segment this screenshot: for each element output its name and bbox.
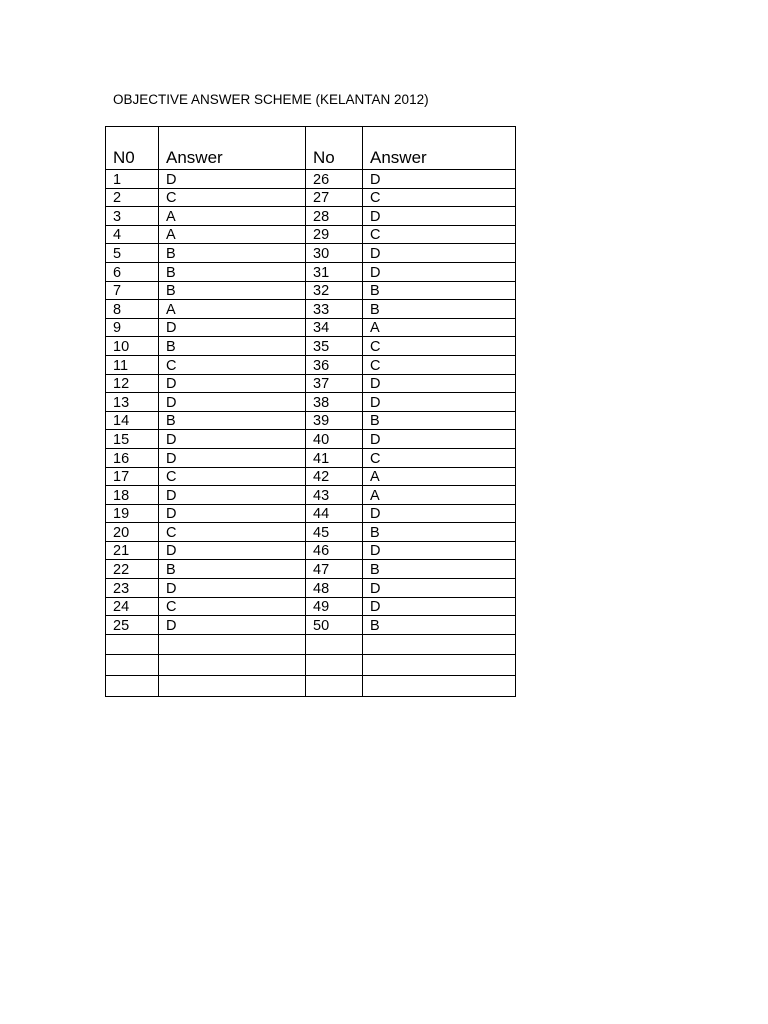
answer-left: D bbox=[159, 318, 306, 337]
question-number-right: 42 bbox=[306, 467, 363, 486]
table-row bbox=[106, 300, 516, 319]
answer-left: C bbox=[159, 523, 306, 542]
question-number-left: 24 bbox=[106, 597, 159, 616]
question-number-left: 8 bbox=[106, 300, 159, 319]
question-number-left: 7 bbox=[106, 281, 159, 300]
empty-cell bbox=[306, 655, 363, 676]
answer-right: C bbox=[363, 188, 516, 207]
answer-right: D bbox=[363, 244, 516, 263]
question-number-left: 18 bbox=[106, 486, 159, 505]
answer-left: B bbox=[159, 411, 306, 430]
table-row bbox=[106, 207, 516, 226]
question-number-right: 33 bbox=[306, 300, 363, 319]
table-row bbox=[106, 244, 516, 263]
empty-cell bbox=[306, 634, 363, 655]
question-number-right: 37 bbox=[306, 374, 363, 393]
question-number-right: 45 bbox=[306, 523, 363, 542]
answer-right: D bbox=[363, 430, 516, 449]
answer-right: B bbox=[363, 616, 516, 635]
question-number-right: 48 bbox=[306, 579, 363, 598]
answer-left: D bbox=[159, 504, 306, 523]
table-row bbox=[106, 188, 516, 207]
answer-left: D bbox=[159, 541, 306, 560]
table-row bbox=[106, 560, 516, 579]
question-number-left: 14 bbox=[106, 411, 159, 430]
answer-right: B bbox=[363, 281, 516, 300]
answer-right: A bbox=[363, 486, 516, 505]
question-number-left: 2 bbox=[106, 188, 159, 207]
answer-left: A bbox=[159, 225, 306, 244]
answer-left: B bbox=[159, 560, 306, 579]
answer-right: C bbox=[363, 337, 516, 356]
answer-left: B bbox=[159, 281, 306, 300]
answer-right: D bbox=[363, 393, 516, 412]
table-row bbox=[106, 597, 516, 616]
question-number-left: 9 bbox=[106, 318, 159, 337]
header-no-right: No bbox=[306, 127, 363, 170]
answer-right: D bbox=[363, 170, 516, 189]
answer-left: C bbox=[159, 188, 306, 207]
answer-right: B bbox=[363, 411, 516, 430]
question-number-left: 11 bbox=[106, 355, 159, 374]
question-number-right: 36 bbox=[306, 355, 363, 374]
table-row bbox=[106, 616, 516, 635]
question-number-right: 38 bbox=[306, 393, 363, 412]
answer-left: D bbox=[159, 393, 306, 412]
answer-left: D bbox=[159, 616, 306, 635]
answer-right: C bbox=[363, 355, 516, 374]
question-number-right: 32 bbox=[306, 281, 363, 300]
table-row bbox=[106, 430, 516, 449]
answer-left: B bbox=[159, 337, 306, 356]
empty-cell bbox=[106, 655, 159, 676]
question-number-left: 5 bbox=[106, 244, 159, 263]
question-number-left: 17 bbox=[106, 467, 159, 486]
question-number-left: 10 bbox=[106, 337, 159, 356]
question-number-right: 29 bbox=[306, 225, 363, 244]
answer-left: A bbox=[159, 300, 306, 319]
empty-table-row bbox=[106, 655, 516, 676]
table-row bbox=[106, 225, 516, 244]
answer-left: C bbox=[159, 597, 306, 616]
header-no-left: N0 bbox=[106, 127, 159, 170]
table-row bbox=[106, 393, 516, 412]
table-row bbox=[106, 337, 516, 356]
document-title: OBJECTIVE ANSWER SCHEME (KELANTAN 2012) bbox=[113, 92, 429, 107]
question-number-right: 49 bbox=[306, 597, 363, 616]
question-number-left: 19 bbox=[106, 504, 159, 523]
question-number-left: 6 bbox=[106, 262, 159, 281]
question-number-right: 34 bbox=[306, 318, 363, 337]
answer-right: D bbox=[363, 597, 516, 616]
table-row bbox=[106, 411, 516, 430]
answer-left: D bbox=[159, 579, 306, 598]
answer-left: D bbox=[159, 170, 306, 189]
table-row bbox=[106, 448, 516, 467]
answer-left: A bbox=[159, 207, 306, 226]
table-row bbox=[106, 486, 516, 505]
question-number-right: 44 bbox=[306, 504, 363, 523]
table-row bbox=[106, 262, 516, 281]
question-number-left: 15 bbox=[106, 430, 159, 449]
answer-right: C bbox=[363, 225, 516, 244]
question-number-right: 46 bbox=[306, 541, 363, 560]
table-row bbox=[106, 318, 516, 337]
question-number-right: 31 bbox=[306, 262, 363, 281]
answer-left: D bbox=[159, 374, 306, 393]
question-number-right: 47 bbox=[306, 560, 363, 579]
answer-left: B bbox=[159, 262, 306, 281]
answer-right: D bbox=[363, 262, 516, 281]
answer-right: D bbox=[363, 504, 516, 523]
answer-right: D bbox=[363, 579, 516, 598]
question-number-left: 21 bbox=[106, 541, 159, 560]
answer-left: D bbox=[159, 430, 306, 449]
answer-left: B bbox=[159, 244, 306, 263]
question-number-right: 40 bbox=[306, 430, 363, 449]
answer-right: D bbox=[363, 374, 516, 393]
question-number-left: 1 bbox=[106, 170, 159, 189]
answer-right: D bbox=[363, 207, 516, 226]
table-row bbox=[106, 374, 516, 393]
answer-right: B bbox=[363, 523, 516, 542]
question-number-left: 12 bbox=[106, 374, 159, 393]
question-number-right: 41 bbox=[306, 448, 363, 467]
answer-right: C bbox=[363, 448, 516, 467]
question-number-left: 20 bbox=[106, 523, 159, 542]
question-number-right: 28 bbox=[306, 207, 363, 226]
table-row bbox=[106, 579, 516, 598]
empty-cell bbox=[363, 676, 516, 697]
question-number-right: 35 bbox=[306, 337, 363, 356]
answer-right: A bbox=[363, 467, 516, 486]
empty-cell bbox=[159, 655, 306, 676]
empty-cell bbox=[106, 634, 159, 655]
question-number-right: 39 bbox=[306, 411, 363, 430]
table-row bbox=[106, 170, 516, 189]
question-number-right: 27 bbox=[306, 188, 363, 207]
answer-right: B bbox=[363, 300, 516, 319]
question-number-right: 50 bbox=[306, 616, 363, 635]
empty-cell bbox=[363, 655, 516, 676]
empty-table-row bbox=[106, 634, 516, 655]
table-row bbox=[106, 541, 516, 560]
question-number-left: 4 bbox=[106, 225, 159, 244]
answer-right: D bbox=[363, 541, 516, 560]
empty-cell bbox=[106, 676, 159, 697]
answer-right: A bbox=[363, 318, 516, 337]
question-number-left: 16 bbox=[106, 448, 159, 467]
table-header-row bbox=[106, 127, 516, 170]
empty-cell bbox=[159, 634, 306, 655]
header-answer-left: Answer bbox=[159, 127, 306, 170]
table-row bbox=[106, 504, 516, 523]
question-number-left: 22 bbox=[106, 560, 159, 579]
table-row bbox=[106, 467, 516, 486]
table-row bbox=[106, 355, 516, 374]
table-row bbox=[106, 523, 516, 542]
answer-left: C bbox=[159, 355, 306, 374]
table-row bbox=[106, 281, 516, 300]
answer-left: C bbox=[159, 467, 306, 486]
answer-left: D bbox=[159, 448, 306, 467]
empty-cell bbox=[306, 676, 363, 697]
question-number-right: 30 bbox=[306, 244, 363, 263]
empty-table-row bbox=[106, 676, 516, 697]
question-number-left: 3 bbox=[106, 207, 159, 226]
question-number-left: 25 bbox=[106, 616, 159, 635]
question-number-left: 23 bbox=[106, 579, 159, 598]
question-number-left: 13 bbox=[106, 393, 159, 412]
empty-cell bbox=[363, 634, 516, 655]
answer-right: B bbox=[363, 560, 516, 579]
answer-table bbox=[105, 126, 516, 697]
answer-left: D bbox=[159, 486, 306, 505]
header-answer-right: Answer bbox=[363, 127, 516, 170]
question-number-right: 43 bbox=[306, 486, 363, 505]
question-number-right: 26 bbox=[306, 170, 363, 189]
empty-cell bbox=[159, 676, 306, 697]
